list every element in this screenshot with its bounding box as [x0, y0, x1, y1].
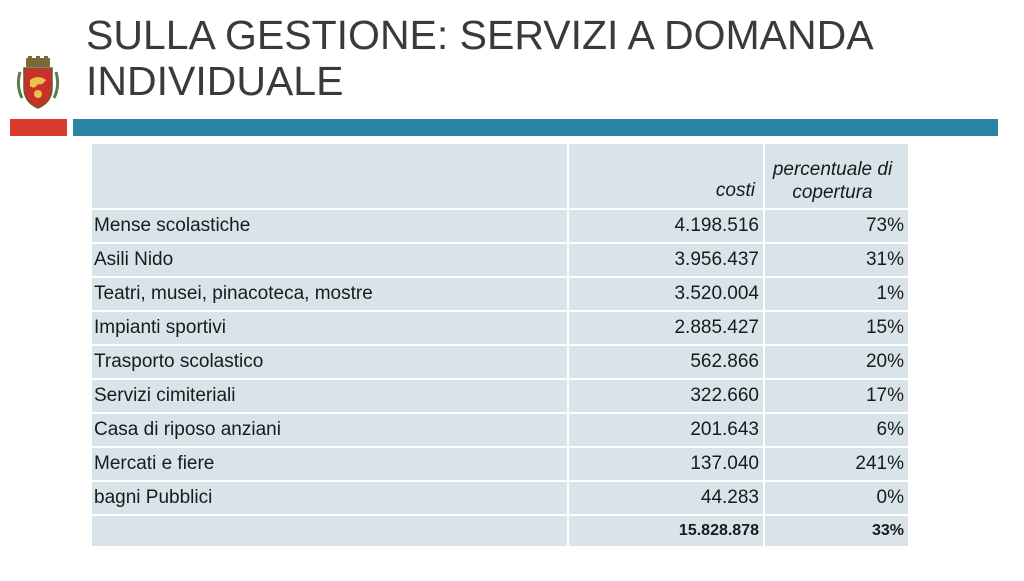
row-name-cell: Mercati e fiere — [92, 447, 568, 481]
row-name-cell: Casa di riposo anziani — [92, 413, 568, 447]
title-line-2: INDIVIDUALE — [86, 58, 344, 104]
row-cost-cell: 322.660 — [568, 379, 764, 413]
page-title — [86, 12, 986, 104]
header-cell-coverage — [764, 144, 908, 209]
table-row — [92, 447, 908, 481]
table-row — [92, 277, 908, 311]
table-row — [92, 311, 908, 345]
row-name-cell: Impianti sportivi — [92, 311, 568, 345]
accent-bar-teal — [73, 119, 998, 136]
row-name-cell: Teatri, musei, pinacoteca, mostre — [92, 277, 568, 311]
row-coverage-cell: 15% — [764, 311, 908, 345]
row-cost-cell: 137.040 — [568, 447, 764, 481]
row-name-cell: Mense scolastiche — [92, 209, 568, 243]
table-row — [92, 345, 908, 379]
row-name-cell: Servizi cimiteriali — [92, 379, 568, 413]
table-row — [92, 209, 908, 243]
row-coverage-cell: 0% — [764, 481, 908, 515]
table-total-row — [92, 515, 908, 547]
table-header-row — [92, 144, 908, 209]
total-cost-cell: 15.828.878 — [568, 515, 764, 547]
table-row — [92, 481, 908, 515]
table-row — [92, 413, 908, 447]
row-cost-cell: 4.198.516 — [568, 209, 764, 243]
row-coverage-cell: 6% — [764, 413, 908, 447]
table-row — [92, 379, 908, 413]
services-table — [92, 144, 908, 548]
total-coverage-cell: 33% — [764, 515, 908, 547]
title-line-1: SULLA GESTIONE: SERVIZI A DOMANDA — [86, 12, 874, 58]
row-cost-cell: 201.643 — [568, 413, 764, 447]
row-cost-cell: 562.866 — [568, 345, 764, 379]
row-name-cell: Trasporto scolastico — [92, 345, 568, 379]
header-cell-name — [92, 144, 568, 209]
row-cost-cell: 44.283 — [568, 481, 764, 515]
row-name-cell: bagni Pubblici — [92, 481, 568, 515]
header-coverage-line-2: copertura — [792, 182, 873, 203]
row-coverage-cell: 73% — [764, 209, 908, 243]
header-cell-cost: costi — [568, 144, 764, 209]
row-coverage-cell: 20% — [764, 345, 908, 379]
coat-of-arms-icon — [14, 56, 62, 112]
row-cost-cell: 3.520.004 — [568, 277, 764, 311]
row-cost-cell: 3.956.437 — [568, 243, 764, 277]
row-coverage-cell: 31% — [764, 243, 908, 277]
accent-bar-red — [10, 119, 67, 136]
total-label-cell — [92, 515, 568, 547]
row-coverage-cell: 1% — [764, 277, 908, 311]
header-coverage-line-1: percentuale di — [772, 159, 893, 180]
row-coverage-cell: 241% — [764, 447, 908, 481]
row-name-cell: Asili Nido — [92, 243, 568, 277]
row-coverage-cell: 17% — [764, 379, 908, 413]
row-cost-cell: 2.885.427 — [568, 311, 764, 345]
table-row — [92, 243, 908, 277]
